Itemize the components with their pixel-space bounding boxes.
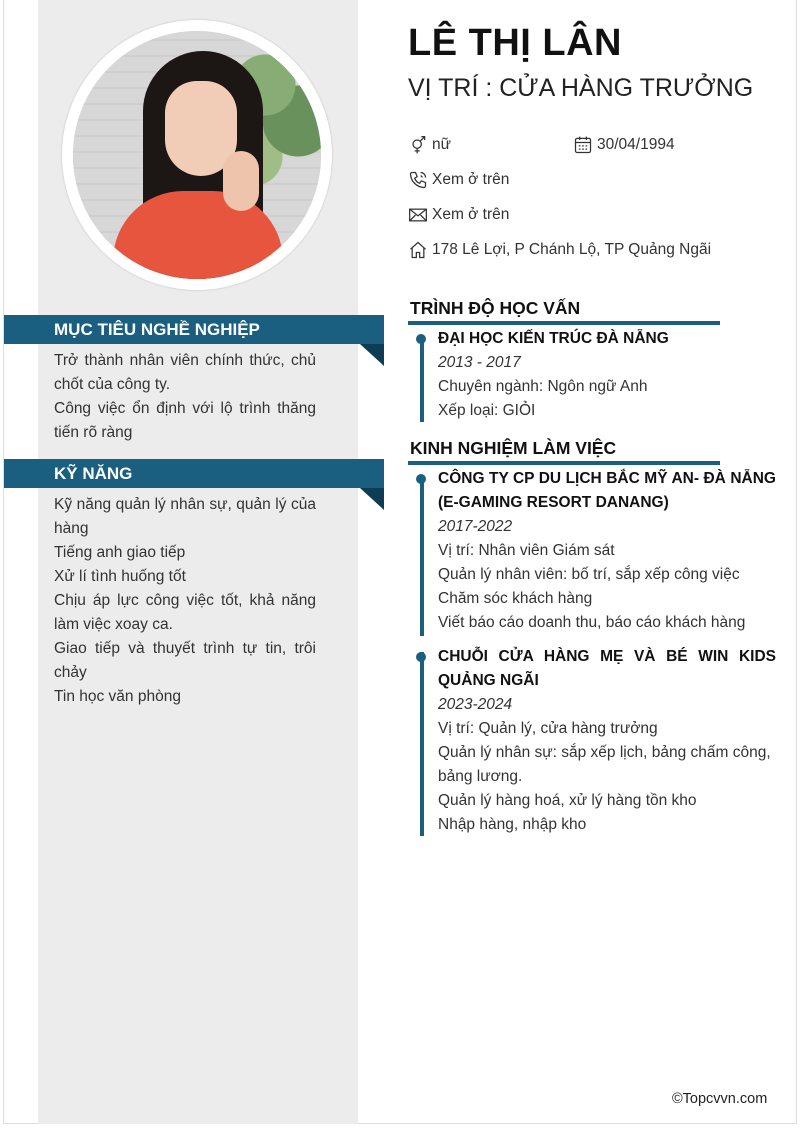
skill-item: Tin học văn phòng bbox=[54, 688, 181, 705]
job-period: 2017-2022 bbox=[438, 518, 513, 535]
skill-item: Tiếng anh giao tiếp bbox=[54, 544, 186, 561]
skills-heading: KỸ NĂNG bbox=[4, 459, 384, 488]
timeline-dot bbox=[416, 334, 426, 344]
education-heading: TRÌNH ĐỘ HỌC VẤN bbox=[410, 298, 581, 318]
phone-icon bbox=[408, 170, 428, 190]
job-item bbox=[438, 645, 776, 837]
ribbon-fold bbox=[360, 488, 384, 510]
gender-info bbox=[408, 135, 451, 155]
timeline-bar bbox=[420, 338, 424, 422]
job-line: Viết báo cáo doanh thu, báo cáo khách hàng bbox=[438, 614, 746, 631]
timeline-bar bbox=[420, 652, 424, 836]
timeline-bar bbox=[420, 478, 424, 636]
footer-credit: ©Topcvvn.com bbox=[672, 1091, 768, 1107]
education-major: Chuyên ngành: Ngôn ngữ Anh bbox=[438, 378, 648, 395]
address-info bbox=[408, 240, 711, 260]
education-item bbox=[438, 327, 776, 423]
candidate-name: LÊ THỊ LÂN bbox=[408, 22, 622, 64]
job-line: Quản lý nhân sự: sắp xếp lịch, bảng chấm công, bảng lương. bbox=[438, 744, 771, 785]
home-icon bbox=[408, 240, 428, 260]
section-underline bbox=[408, 461, 720, 465]
job-item bbox=[438, 467, 776, 635]
skill-item: Kỹ năng quản lý nhân sự, quản lý của hàng bbox=[54, 496, 316, 537]
job-line: Vị trí: Nhân viên Giám sát bbox=[438, 542, 615, 559]
objective-line: Công việc ổn định với lộ trình thăng tiến rõ ràng bbox=[54, 400, 316, 441]
school-name: ĐẠI HỌC KIẾN TRÚC ĐÀ NẴNG bbox=[438, 330, 669, 347]
address-value: 178 Lê Lợi, P Chánh Lộ, TP Quảng Ngãi bbox=[432, 241, 712, 258]
skill-item: Chịu áp lực công việc tốt, khả năng làm việc xoay ca. bbox=[54, 592, 316, 633]
calendar-icon bbox=[573, 135, 593, 155]
skill-item: Xử lí tình huống tốt bbox=[54, 568, 186, 585]
objective-line: Trở thành nhân viên chính thức, chủ chốt của công ty. bbox=[54, 352, 316, 393]
phone-value: Xem ở trên bbox=[432, 171, 510, 188]
phone-info bbox=[408, 170, 509, 190]
education-grade: Xếp loại: GIỎI bbox=[438, 402, 536, 419]
objective-heading: MỤC TIÊU NGHỀ NGHIỆP bbox=[4, 315, 384, 344]
gender-icon bbox=[408, 135, 428, 155]
email-value: Xem ở trên bbox=[432, 206, 510, 223]
mail-icon bbox=[408, 205, 428, 225]
education-period: 2013 - 2017 bbox=[438, 354, 521, 371]
job-line: Quản lý nhân viên: bố trí, sắp xếp công việc bbox=[438, 566, 740, 583]
job-position: VỊ TRÍ : CỬA HÀNG TRƯỞNG bbox=[408, 74, 754, 102]
gender-value: nữ bbox=[432, 136, 451, 153]
job-line: Vị trí: Quản lý, cửa hàng trưởng bbox=[438, 720, 658, 737]
company-name: CÔNG TY CP DU LỊCH BẮC MỸ AN- ĐÀ NẴNG (E-GAMING RESORT DANANG) bbox=[438, 470, 776, 511]
experience-heading: KINH NGHIỆM LÀM VIỆC bbox=[410, 438, 617, 458]
job-line: Quản lý hàng hoá, xử lý hàng tồn kho bbox=[438, 792, 697, 809]
job-line: Chăm sóc khách hàng bbox=[438, 590, 593, 607]
skill-item: Giao tiếp và thuyết trình tự tin, trôi chảy bbox=[54, 640, 316, 681]
section-underline bbox=[408, 321, 720, 325]
job-line: Nhập hàng, nhập kho bbox=[438, 816, 587, 833]
skills-list bbox=[54, 493, 316, 709]
company-name: CHUỖI CỬA HÀNG MẸ VÀ BÉ WIN KIDS QUẢNG NGÃI bbox=[438, 648, 776, 689]
dob-value: 30/04/1994 bbox=[597, 136, 675, 153]
job-period: 2023-2024 bbox=[438, 696, 513, 713]
objective-text bbox=[54, 349, 316, 445]
timeline-dot bbox=[416, 652, 426, 662]
avatar bbox=[73, 31, 321, 279]
dob-info bbox=[573, 135, 675, 155]
ribbon-fold bbox=[360, 344, 384, 366]
email-info bbox=[408, 205, 509, 225]
timeline-dot bbox=[416, 474, 426, 484]
